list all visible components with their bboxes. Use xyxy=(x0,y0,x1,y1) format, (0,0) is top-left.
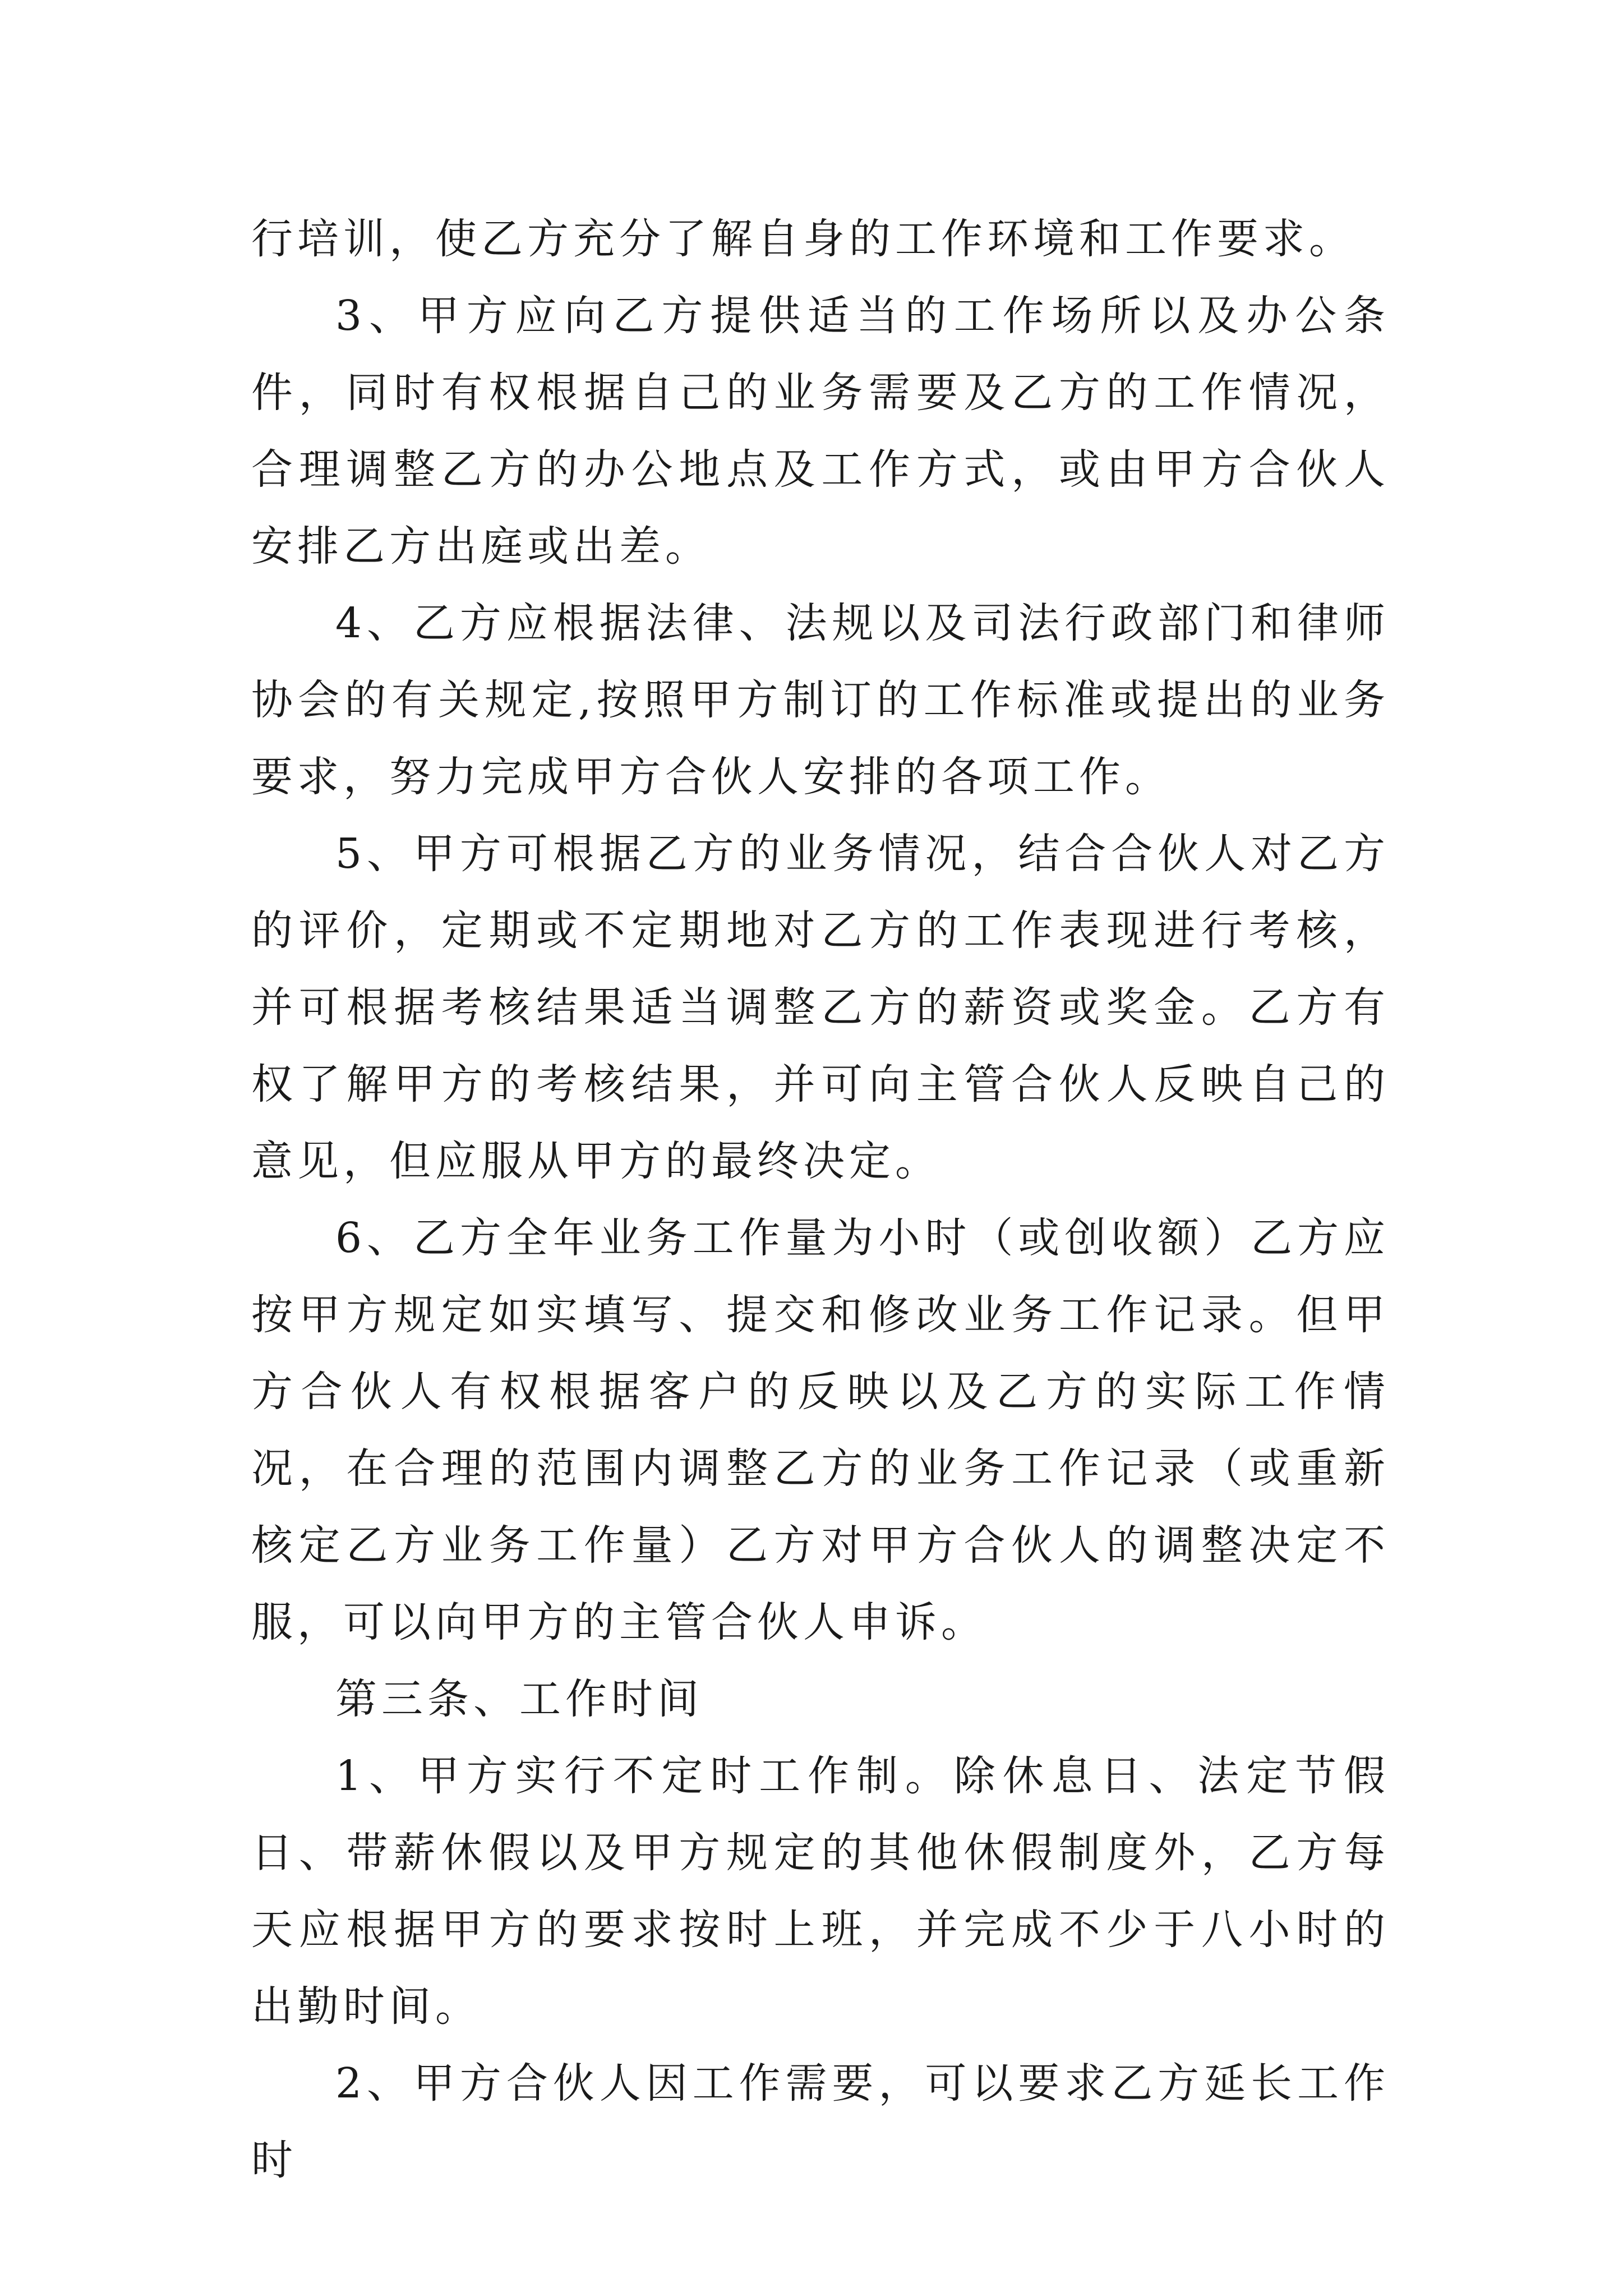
paragraph-continuation: 行培训，使乙方充分了解自身的工作环境和工作要求。 xyxy=(251,215,1355,263)
paragraph-article-3-clause-1: 1、甲方实行不定时工作制。除休息日、法定节假日、带薪休假以及甲方规定的其他休假制度外，乙方每天应根据甲方的要求按时上班，并完成不少于八小时的出勤时间。 xyxy=(251,1752,1390,2031)
paragraph-clause-5: 5、甲方可根据乙方的业务情况，结合合伙人对乙方的评价，定期或不定期地对乙方的工作表现进行考核，并可根据考核结果适当调整乙方的薪资或奖金。乙方有权了解甲方的考核结果，并可向主管合伙人反映自己的意见，但应服从甲方的最终决定。 xyxy=(251,830,1390,1185)
paragraph-clause-4: 4、乙方应根据法律、法规以及司法行政部门和律师协会的有关规定,按照甲方制订的工作标准或提出的业务要求，努力完成甲方合伙人安排的各项工作。 xyxy=(251,599,1390,801)
section-heading-article-3: 第三条、工作时间 xyxy=(335,1675,703,1723)
document-body xyxy=(251,201,1390,2199)
paragraph-clause-6: 6、乙方全年业务工作量为小时（或创收额）乙方应按甲方规定如实填写、提交和修改业务工作记录。但甲方合伙人有权根据客户的反映以及乙方的实际工作情况，在合理的范围内调整乙方的业务工作记录（或重新核定乙方业务工作量）乙方对甲方合伙人的调整决定不服，可以向甲方的主管合伙人申诉。 xyxy=(251,1214,1390,1646)
paragraph-article-3-clause-2: 2、甲方合伙人因工作需要，可以要求乙方延长工作时 xyxy=(251,2059,1390,2184)
paragraph-clause-3: 3、甲方应向乙方提供适当的工作场所以及办公条件，同时有权根据自己的业务需要及乙方的工作情况，合理调整乙方的办公地点及工作方式，或由甲方合伙人安排乙方出庭或出差。 xyxy=(251,292,1390,570)
